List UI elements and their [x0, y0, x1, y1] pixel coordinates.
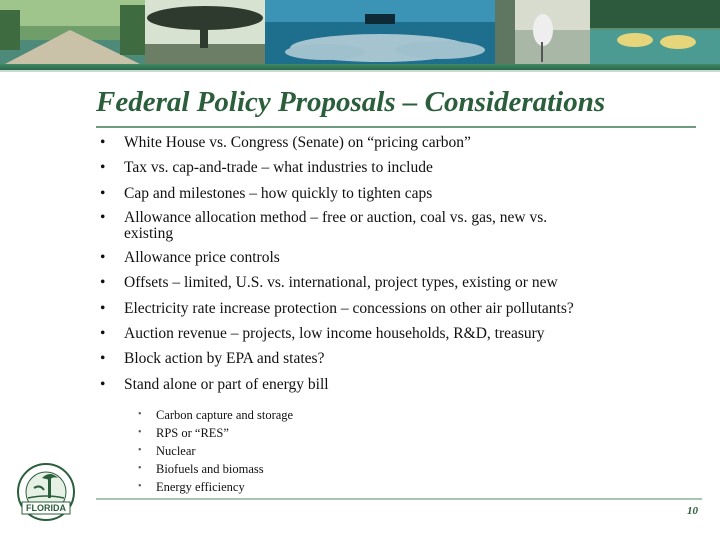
bullet-list	[100, 134, 574, 401]
diver-fish-photo	[265, 0, 495, 64]
oak-tree-photo	[145, 0, 265, 64]
sub-list-item: • Nuclear	[138, 442, 293, 460]
list-item: • Auction revenue – projects, low income households, R&D, treasury	[100, 325, 574, 343]
sub-list-item: • Energy efficiency	[138, 478, 293, 496]
sub-bullet-list	[138, 406, 293, 496]
logo-text: FLORIDA	[26, 503, 66, 513]
sub-list-item: • Carbon capture and storage	[138, 406, 293, 424]
list-item: • Cap and milestones – how quickly to tighten caps	[100, 185, 574, 203]
title-underline	[96, 126, 696, 128]
tubing-photo	[590, 0, 720, 64]
footer-rule	[96, 498, 702, 500]
list-item: • Stand alone or part of energy bill	[100, 376, 574, 394]
page-number: 10	[687, 505, 698, 517]
list-item: • Allowance price controls	[100, 249, 574, 267]
list-item: • Block action by EPA and states?	[100, 350, 574, 368]
list-item: • Allowance allocation method – free or auction, coal vs. gas, new vs. existing	[100, 210, 564, 242]
sub-list-item: • Biofuels and biomass	[138, 460, 293, 478]
slide-title: Federal Policy Proposals – Considerations	[96, 86, 606, 118]
header-banner	[0, 0, 720, 70]
springs-boardwalk-photo	[0, 0, 145, 64]
list-item: • Offsets – limited, U.S. vs. international, project types, existing or new	[100, 274, 574, 292]
list-item: • Electricity rate increase protection – concessions on other air pollutants?	[100, 300, 574, 318]
heron-photo	[495, 0, 590, 64]
florida-dep-seal-icon	[12, 462, 80, 524]
banner-rule	[0, 70, 720, 72]
list-item: • Tax vs. cap-and-trade – what industries to include	[100, 159, 574, 177]
sub-list-item: • RPS or “RES”	[138, 424, 293, 442]
list-item: • White House vs. Congress (Senate) on “pricing carbon”	[100, 134, 574, 152]
